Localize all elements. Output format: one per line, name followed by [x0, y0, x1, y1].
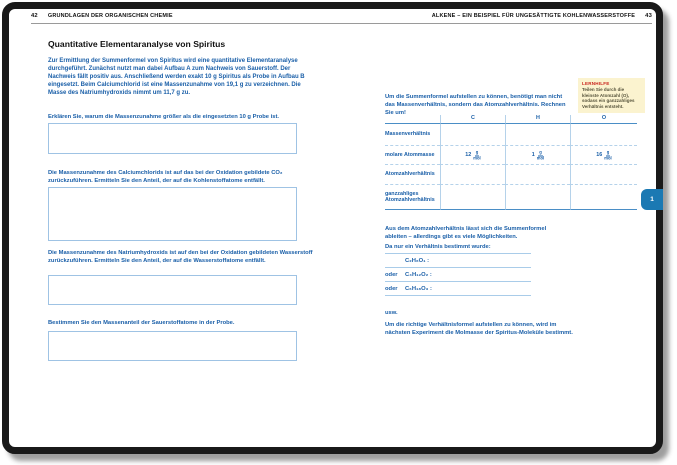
workbook-page-spread — [2, 2, 663, 454]
element-ratio-table — [385, 115, 637, 210]
hint-text: Teilen Sie durch die kleinste Atomzahl (O), sodass ein ganzzahliges Verhältnis entsteht. — [582, 87, 635, 109]
table-corner-cell — [385, 115, 440, 124]
column-header-O: O — [570, 115, 637, 124]
row-label-molar-mass: molare Atommasse — [385, 146, 440, 165]
running-head-left — [31, 13, 173, 19]
cell-integer-ratio-O[interactable] — [570, 185, 637, 210]
cell-atom-ratio-O[interactable] — [570, 165, 637, 185]
cell-mass-ratio-C[interactable] — [440, 124, 505, 146]
answer-box-1[interactable] — [48, 123, 297, 154]
unit-fraction-g-per-mol: $\frac{g}{\text{mol}}$ — [473, 149, 481, 160]
question-2: Die Massenzunahme des Calciumchlorids ist auf das bei der Oxidation gebildete CO₂ zurückzuführen. Ermitteln Sie den Anteil, der auf die Kohlenstoffatome entfällt. — [48, 170, 283, 184]
cell-integer-ratio-C[interactable] — [440, 185, 505, 210]
column-header-C: C — [440, 115, 505, 124]
chapter-side-tab[interactable]: 1 — [641, 189, 663, 210]
molar-mass-C-value: 12 — [465, 152, 472, 158]
cell-atom-ratio-H[interactable] — [505, 165, 570, 185]
chapter-title-right: ALKENE – EIN BEISPIEL FÜR UNGESÄTTIGTE KOHLENWASSERSTOFFE — [431, 13, 636, 19]
running-head-right — [432, 13, 652, 19]
molar-mass-H-value: 1 — [531, 152, 535, 158]
cell-molar-mass-C — [440, 146, 505, 165]
unit-fraction-g-per-mol: $\frac{g}{\text{mol}}$ — [536, 149, 545, 160]
formula-colon: : — [427, 258, 430, 264]
row-label-integer-atom-ratio: ganzzahliges Atomzahlverhältnis — [385, 185, 440, 210]
molar-mass-O-value: 16 — [596, 152, 603, 158]
formula-write-lines — [385, 253, 531, 296]
column-header-H: H — [505, 115, 570, 124]
closing-paragraph: Um die richtige Verhältnisformel aufstellen zu können, wird im nächsten Experiment die Molmasse der Spiritus-Moleküle bestimmt. — [385, 322, 573, 336]
formula-prefix: oder — [385, 272, 398, 278]
cell-molar-mass-O — [570, 146, 637, 165]
hint-title: LERNHILFE — [582, 81, 610, 86]
row-label-mass-ratio: Massenverhältnis — [385, 124, 440, 146]
header-divider — [31, 23, 652, 24]
answer-box-3[interactable] — [48, 275, 297, 305]
row-label-atom-ratio: Atomzahlverhältnis — [385, 165, 440, 185]
formula-colon: : — [429, 286, 432, 292]
cell-atom-ratio-C[interactable] — [440, 165, 505, 185]
formula-text: C₆H₁₈O₃ — [405, 286, 429, 292]
cell-integer-ratio-H[interactable] — [505, 185, 570, 210]
derivation-text-1: Aus dem Atomzahlverhältnis lässt sich die Summenformel ableiten – allerdings gibt es viele Möglichkeiten. — [385, 226, 547, 240]
answer-box-4[interactable] — [48, 331, 297, 361]
formula-prefix: oder — [385, 286, 398, 292]
question-1: Erklären Sie, warum die Massenzunahme größer als die eingesetzten 10 g Probe ist. — [48, 114, 279, 120]
page-title: Quantitative Elementaranalyse von Spiritus — [48, 39, 226, 49]
right-intro-paragraph: Um die Summenformel aufstellen zu können, benötigt man nicht das Massenverhältnis, sondern das Atomzahlverhältnis. Rechnen Sie um! — [385, 94, 566, 116]
question-4: Bestimmen Sie den Massenanteil der Sauerstoffatome in der Probe. — [48, 320, 235, 326]
formula-colon: : — [429, 272, 432, 278]
formula-line-1[interactable] — [385, 254, 531, 268]
answer-box-2[interactable] — [48, 187, 297, 241]
formula-text: C₂H₆O₁ — [405, 258, 426, 264]
formula-line-2[interactable] — [385, 268, 531, 282]
cell-molar-mass-H — [505, 146, 570, 165]
page-number-right: 43 — [645, 13, 652, 19]
cell-mass-ratio-H[interactable] — [505, 124, 570, 146]
learning-hint-box — [578, 78, 645, 113]
chapter-title-left: GRUNDLAGEN DER ORGANISCHEN CHEMIE — [47, 13, 173, 19]
cell-mass-ratio-O[interactable] — [570, 124, 637, 146]
question-3: Die Massenzunahme des Natriumhydroxids ist auf den bei der Oxidation gebildeten Wasserstoff zurückzuführen. Ermitteln Sie den Anteil, der auf die Wasserstoffatome entfällt. — [48, 250, 313, 264]
unit-fraction-g-per-mol: $\frac{g}{\text{mol}}$ — [604, 149, 612, 160]
derivation-text-2: Da nur ein Verhältnis bestimmt wurde: — [385, 244, 491, 250]
formula-text: C₄H₁₂O₂ — [405, 272, 429, 278]
intro-paragraph: Zur Ermittlung der Summenformel von Spiritus wird eine quantitative Elementaranalyse durchgeführt. Zunächst nutzt man dabei Aufbau A zum Nachweis von Sauerstoff. Der Nachweis fällt positiv aus. Anschließend werden exakt 10 g Spiritus als Probe in Aufbau B eingesetzt. Beim Calciumchlorid ist eine Massenzunahme von 19,1 g zu verzeichnen. Die Masse des Natriumhydroxids nimmt um 11,7 g zu. — [48, 58, 305, 96]
etcetera-label: usw. — [385, 310, 398, 316]
page-number-left: 42 — [31, 13, 38, 19]
formula-line-3[interactable] — [385, 282, 531, 296]
